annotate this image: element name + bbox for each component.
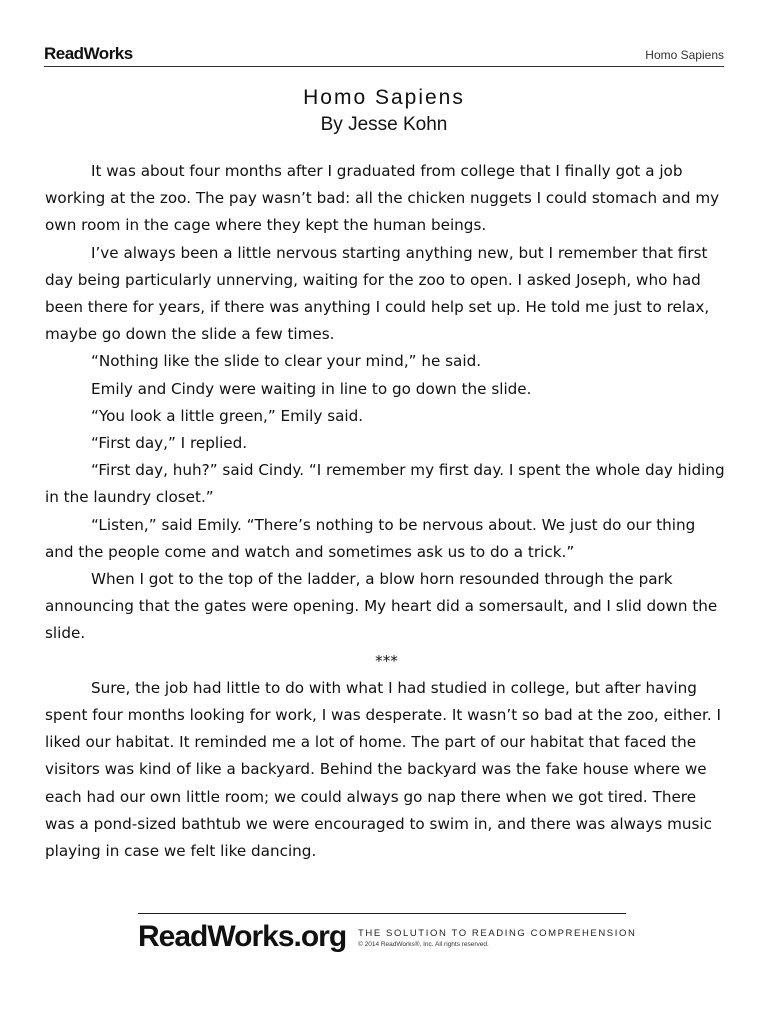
section-separator: *** (375, 651, 398, 670)
story-paragraph: “First day,” I replied. (91, 434, 248, 453)
story-body (45, 158, 728, 865)
story-paragraph: Sure, the job had little to do with what I had studied in college, but after having spent four months looking for work, I was desperate. It wasn’t so bad at the zoo, either. I liked our habitat. It reminded me a lot of home. The part of our habitat that faced the visitors was kind of like a backyard. Behind the backyard was the fake house where we each had our own little room; we could always go nap there when we got tired. There was a pond-sized bathtub we were encouraged to swim in, and there was always music playing in case we felt like dancing. (45, 678, 721, 861)
page-header (44, 44, 724, 67)
story-paragraph: I’ve always been a little nervous starting anything new, but I remember that first day being particularly unnerving, waiting for the zoo to open. I asked Joseph, who had been there for years, if there was anything I could help set up. He told me just to relax, maybe go down the slide a few times. (45, 243, 710, 344)
story-paragraph: “First day, huh?” said Cindy. “I remember my first day. I spent the whole day hiding in the laundry closet.” (45, 461, 725, 507)
story-paragraph: It was about four months after I graduated from college that I finally got a job working at the zoo. The pay wasn’t bad: all the chicken nuggets I could stomach and my own room in the cage where they kept the human beings. (45, 162, 720, 235)
footer-divider (138, 913, 626, 914)
header-doc-title: Homo Sapiens (645, 48, 724, 62)
footer-logo: ReadWorks.org (138, 920, 347, 953)
story-paragraph: “Listen,” said Emily. “There’s nothing to be nervous about. We just do our thing and the people come and watch and sometimes ask us to do a trick.” (45, 515, 696, 561)
readworks-logo: ReadWorks (44, 44, 133, 63)
story-title: Homo Sapiens (303, 86, 465, 109)
story-byline: By Jesse Kohn (320, 114, 448, 135)
story-paragraph: “You look a little green,” Emily said. (91, 406, 364, 425)
story-paragraph: Emily and Cindy were waiting in line to go down the slide. (91, 379, 532, 398)
footer-copyright: © 2014 ReadWorks®, Inc. All rights reserved. (358, 941, 489, 948)
story-paragraph: When I got to the top of the ladder, a blow horn resounded through the park announcing that the gates were opening. My heart did a somersault, and I slid down the slide. (45, 570, 718, 643)
story-paragraph: “Nothing like the slide to clear your mind,” he said. (91, 352, 482, 371)
footer-tagline: THE SOLUTION TO READING COMPREHENSION (358, 928, 637, 939)
